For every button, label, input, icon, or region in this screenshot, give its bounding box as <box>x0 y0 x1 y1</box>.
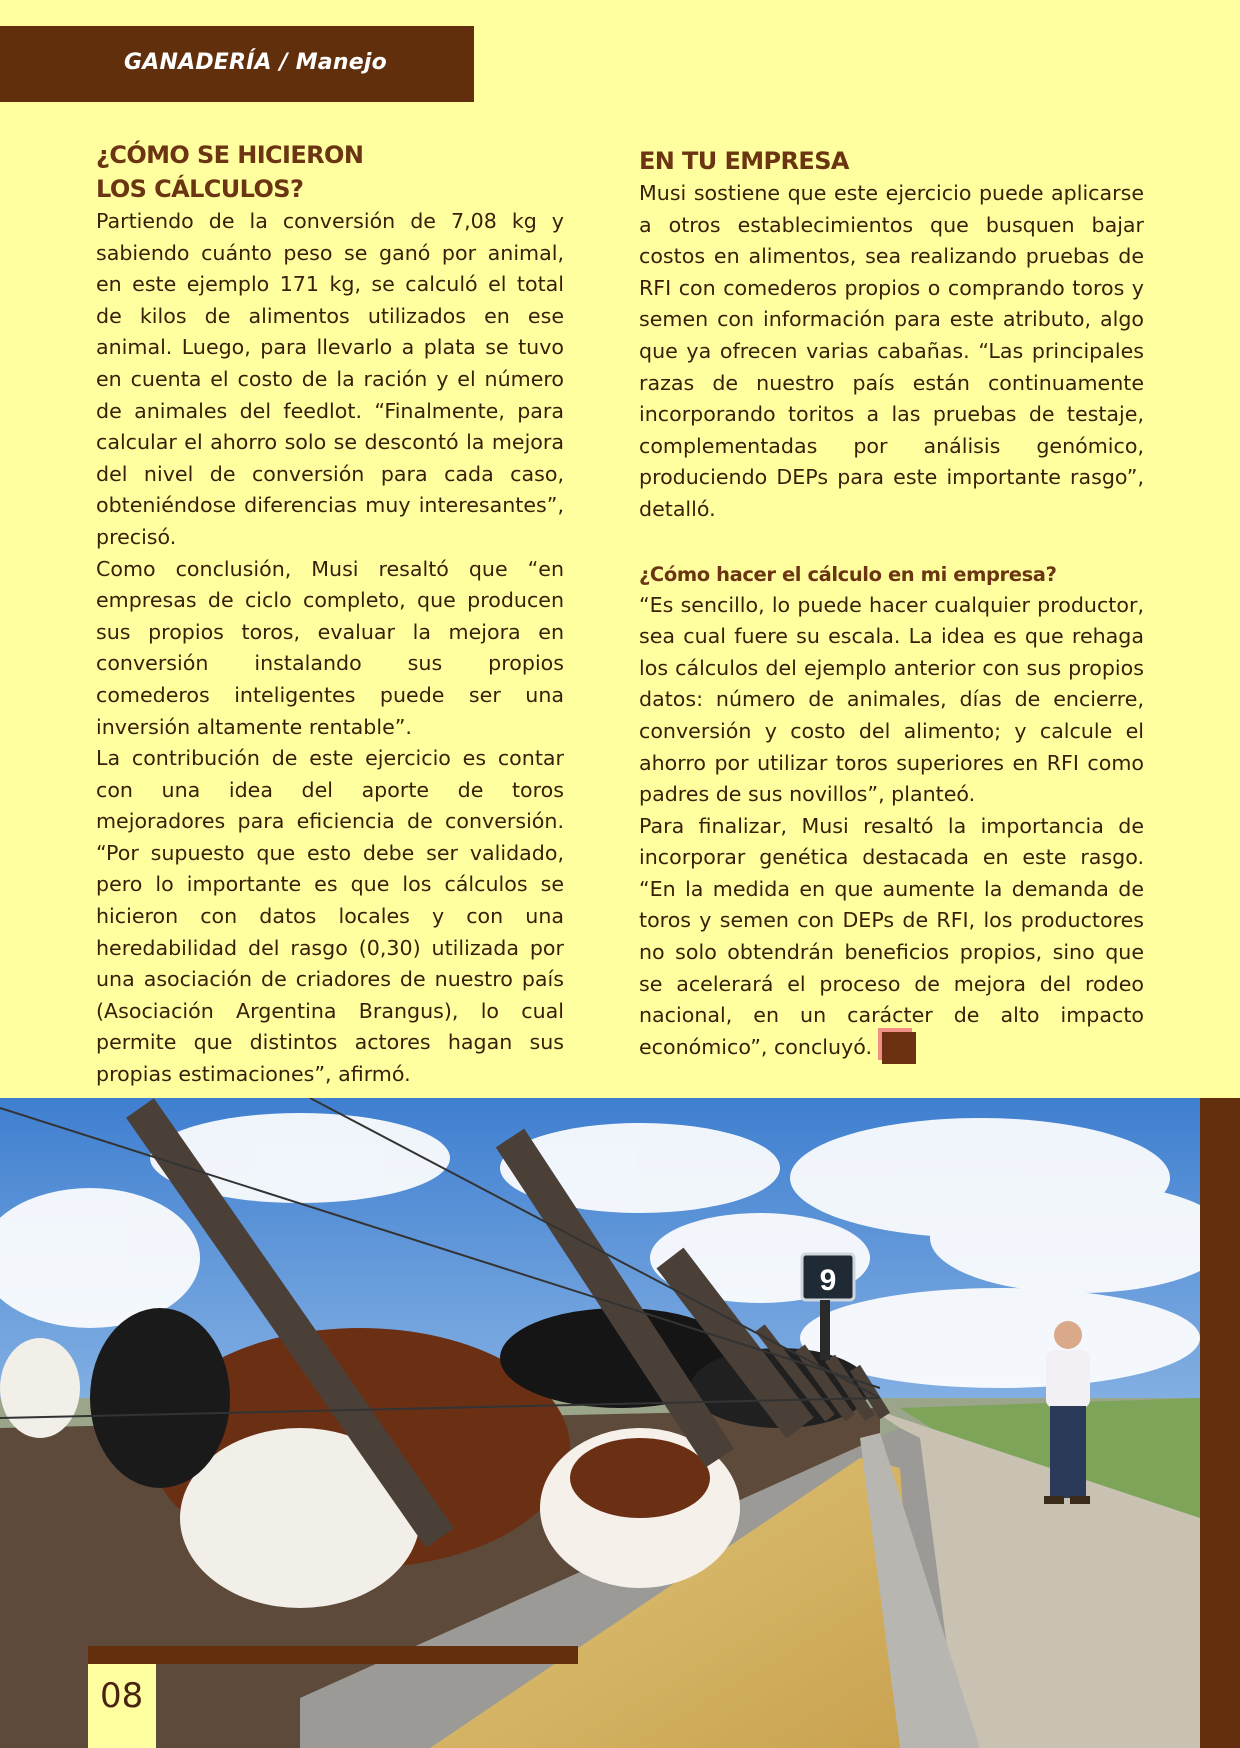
right-paragraph-2: “Es sencillo, lo puede hacer cualquier productor, sea cual fuere su escala. La idea es que rehaga los cálculos del ejemplo anterior con sus propios datos: número de animales, días de encierre, conversión y costo del alimento; y calcule el ahorro por utilizar toros superiores en RFI como padres de sus novillos”, planteó. <box>639 592 1144 807</box>
left-heading-line1: ¿CÓMO SE HICIERON <box>96 141 364 169</box>
page-number: 08 <box>100 1676 144 1716</box>
right-paragraph-3-text: Para finalizar, Musi resaltó la importancia de incorporar genética destacada en este rasgo. “En la medida en que aumente la demanda de toros y semen con DEPs de RFI, los productores no solo obtendrán beneficios propios, sino que se acelerará el proceso de mejora del rodeo nacional, en un carácter de alto impacto económico”, concluyó. <box>639 813 1144 1059</box>
left-paragraph-2: Como conclusión, Musi resaltó que “en empresas de ciclo completo, que producen sus propios toros, evaluar la mejora en conversión instalando sus propios comederos inteligentes puede ser una inversión altamente rentable”. <box>96 556 564 739</box>
right-subheading: ¿Cómo hacer el cálculo en mi empresa? <box>639 562 1057 586</box>
left-paragraph-3: La contribución de este ejercicio es contar con una idea del aporte de toros mejoradores para eficiencia de conversión. “Por supuesto que esto debe ser validado, pero lo importante es que los cálculos se hicieron con datos locales y con una heredabilidad del rasgo (0,30) utilizada por una asociación de criadores de nuestro país (Asociación Argentina Brangus), lo cual permite que distintos actores hagan sus propias estimaciones”, afirmó. <box>96 746 564 1087</box>
right-paragraph-3 <box>639 811 1144 1064</box>
paragraph-gap <box>639 526 1144 560</box>
left-heading-line2: LOS CÁLCULOS? <box>96 175 304 203</box>
pen-number: 9 <box>819 1264 837 1297</box>
section-header-tab <box>0 26 474 102</box>
section-label: GANADERÍA / Manejo <box>124 50 387 75</box>
footer-bar <box>88 1646 578 1664</box>
left-heading <box>96 138 564 206</box>
right-edge-bar <box>1200 1098 1240 1748</box>
left-column <box>96 138 564 1091</box>
right-column <box>639 144 1144 1064</box>
right-heading: EN TU EMPRESA <box>639 147 849 175</box>
left-paragraph-1: Partiendo de la conversión de 7,08 kg y sabiendo cuánto peso se ganó por animal, en este ejemplo 171 kg, se calculó el total de kilos de alimentos utilizados en ese animal. Luego, para llevarlo a plata se tuvo en cuenta el costo de la ración y el número de animales del feedlot. “Finalmente, para calcular el ahorro solo se descontó la mejora del nivel de conversión para cada caso, obteniéndose diferencias muy interesantes”, precisó. <box>96 209 564 549</box>
right-paragraph-1: Musi sostiene que este ejercicio puede aplicarse a otros establecimientos que busquen bajar costos en alimentos, sea realizando pruebas de RFI con comederos propios o comprando toros y semen con información para este atributo, algo que ya ofrecen varias cabañas. “Las principales razas de nuestro país están continuamente incorporando toritos a las pruebas de testaje, complementadas por análisis genómico, produciendo DEPs para este importante rasgo”, detalló. <box>639 181 1144 521</box>
page-number-box <box>88 1664 156 1748</box>
end-of-article-mark <box>882 1032 916 1064</box>
